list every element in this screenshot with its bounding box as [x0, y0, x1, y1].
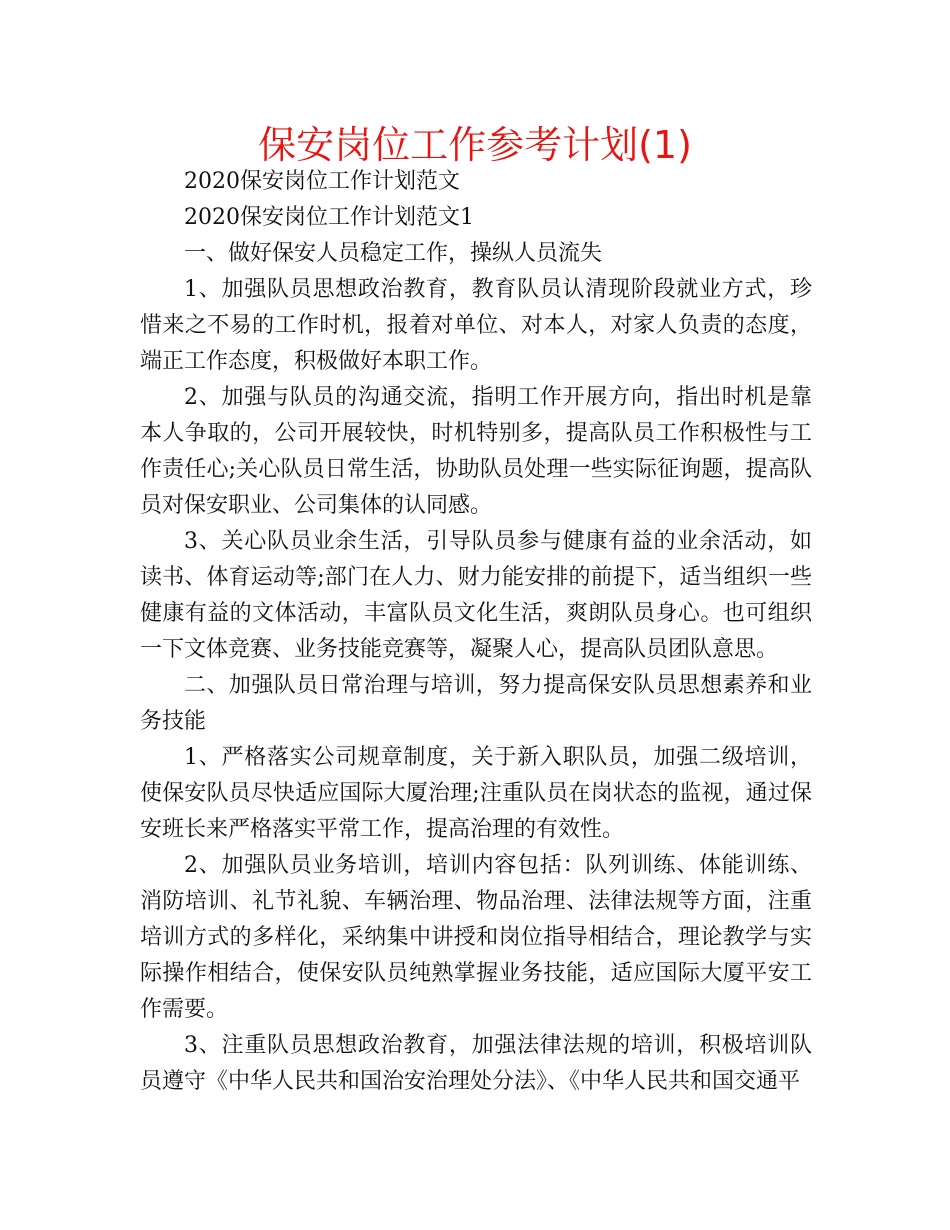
paragraph: 1、加强队员思想政治教育，教育队员认清现阶段就业方式，珍惜来之不易的工作时机，报着对单位、对本人，对家人负责的态度，端正工作态度，积极做好本职工作。: [140, 277, 812, 374]
paragraph: 2、加强与队员的沟通交流，指明工作开展方向，指出时机是靠本人争取的，公司开展较快，时机特别多，提高队员工作积极性与工作责任心;关心队员日常生活，协助队员处理一些实际征询题，提高队员对保安职业、公司集体的认同感。: [140, 385, 812, 518]
section-heading: 一、做好保安人员稳定工作，操纵人员流失: [184, 241, 603, 266]
document-body: [140, 164, 812, 1100]
paragraph: 3、注重队员思想政治教育，加强法律法规的培训，积极培训队员遵守《中华人民共和国治安治理处分法》、《中华人民共和国交通平: [140, 1033, 812, 1094]
paragraph: 2020保安岗位工作计划范文1: [184, 205, 474, 230]
section-heading: 二、加强队员日常治理与培训，努力提高保安队员思想素养和业务技能: [140, 673, 812, 734]
paragraph: 2、加强队员业务培训，培训内容包括：队列训练、体能训练、消防培训、礼节礼貌、车辆治理、物品治理、法律法规等方面，注重培训方式的多样化，采纳集中讲授和岗位指导相结合，理论教学与实际操作相结合，使保安队员纯熟掌握业务技能，适应国际大厦平安工作需要。: [140, 853, 812, 1022]
paragraph: 2020保安岗位工作计划范文: [184, 169, 460, 194]
paragraph: 3、关心队员业余生活，引导队员参与健康有益的业余活动，如读书、体育运动等;部门在人力、财力能安排的前提下，适当组织一些健康有益的文体活动，丰富队员文化生活，爽朗队员身心。也可组织一下文体竞赛、业务技能竞赛等，凝聚人心，提高队员团队意思。: [140, 529, 812, 662]
document-title: 保安岗位工作参考计划(1): [258, 123, 692, 167]
paragraph: 1、严格落实公司规章制度，关于新入职队员，加强二级培训，使保安队员尽快适应国际大厦治理;注重队员在岗状态的监视，通过保安班长来严格落实平常工作，提高治理的有效性。: [140, 745, 812, 842]
